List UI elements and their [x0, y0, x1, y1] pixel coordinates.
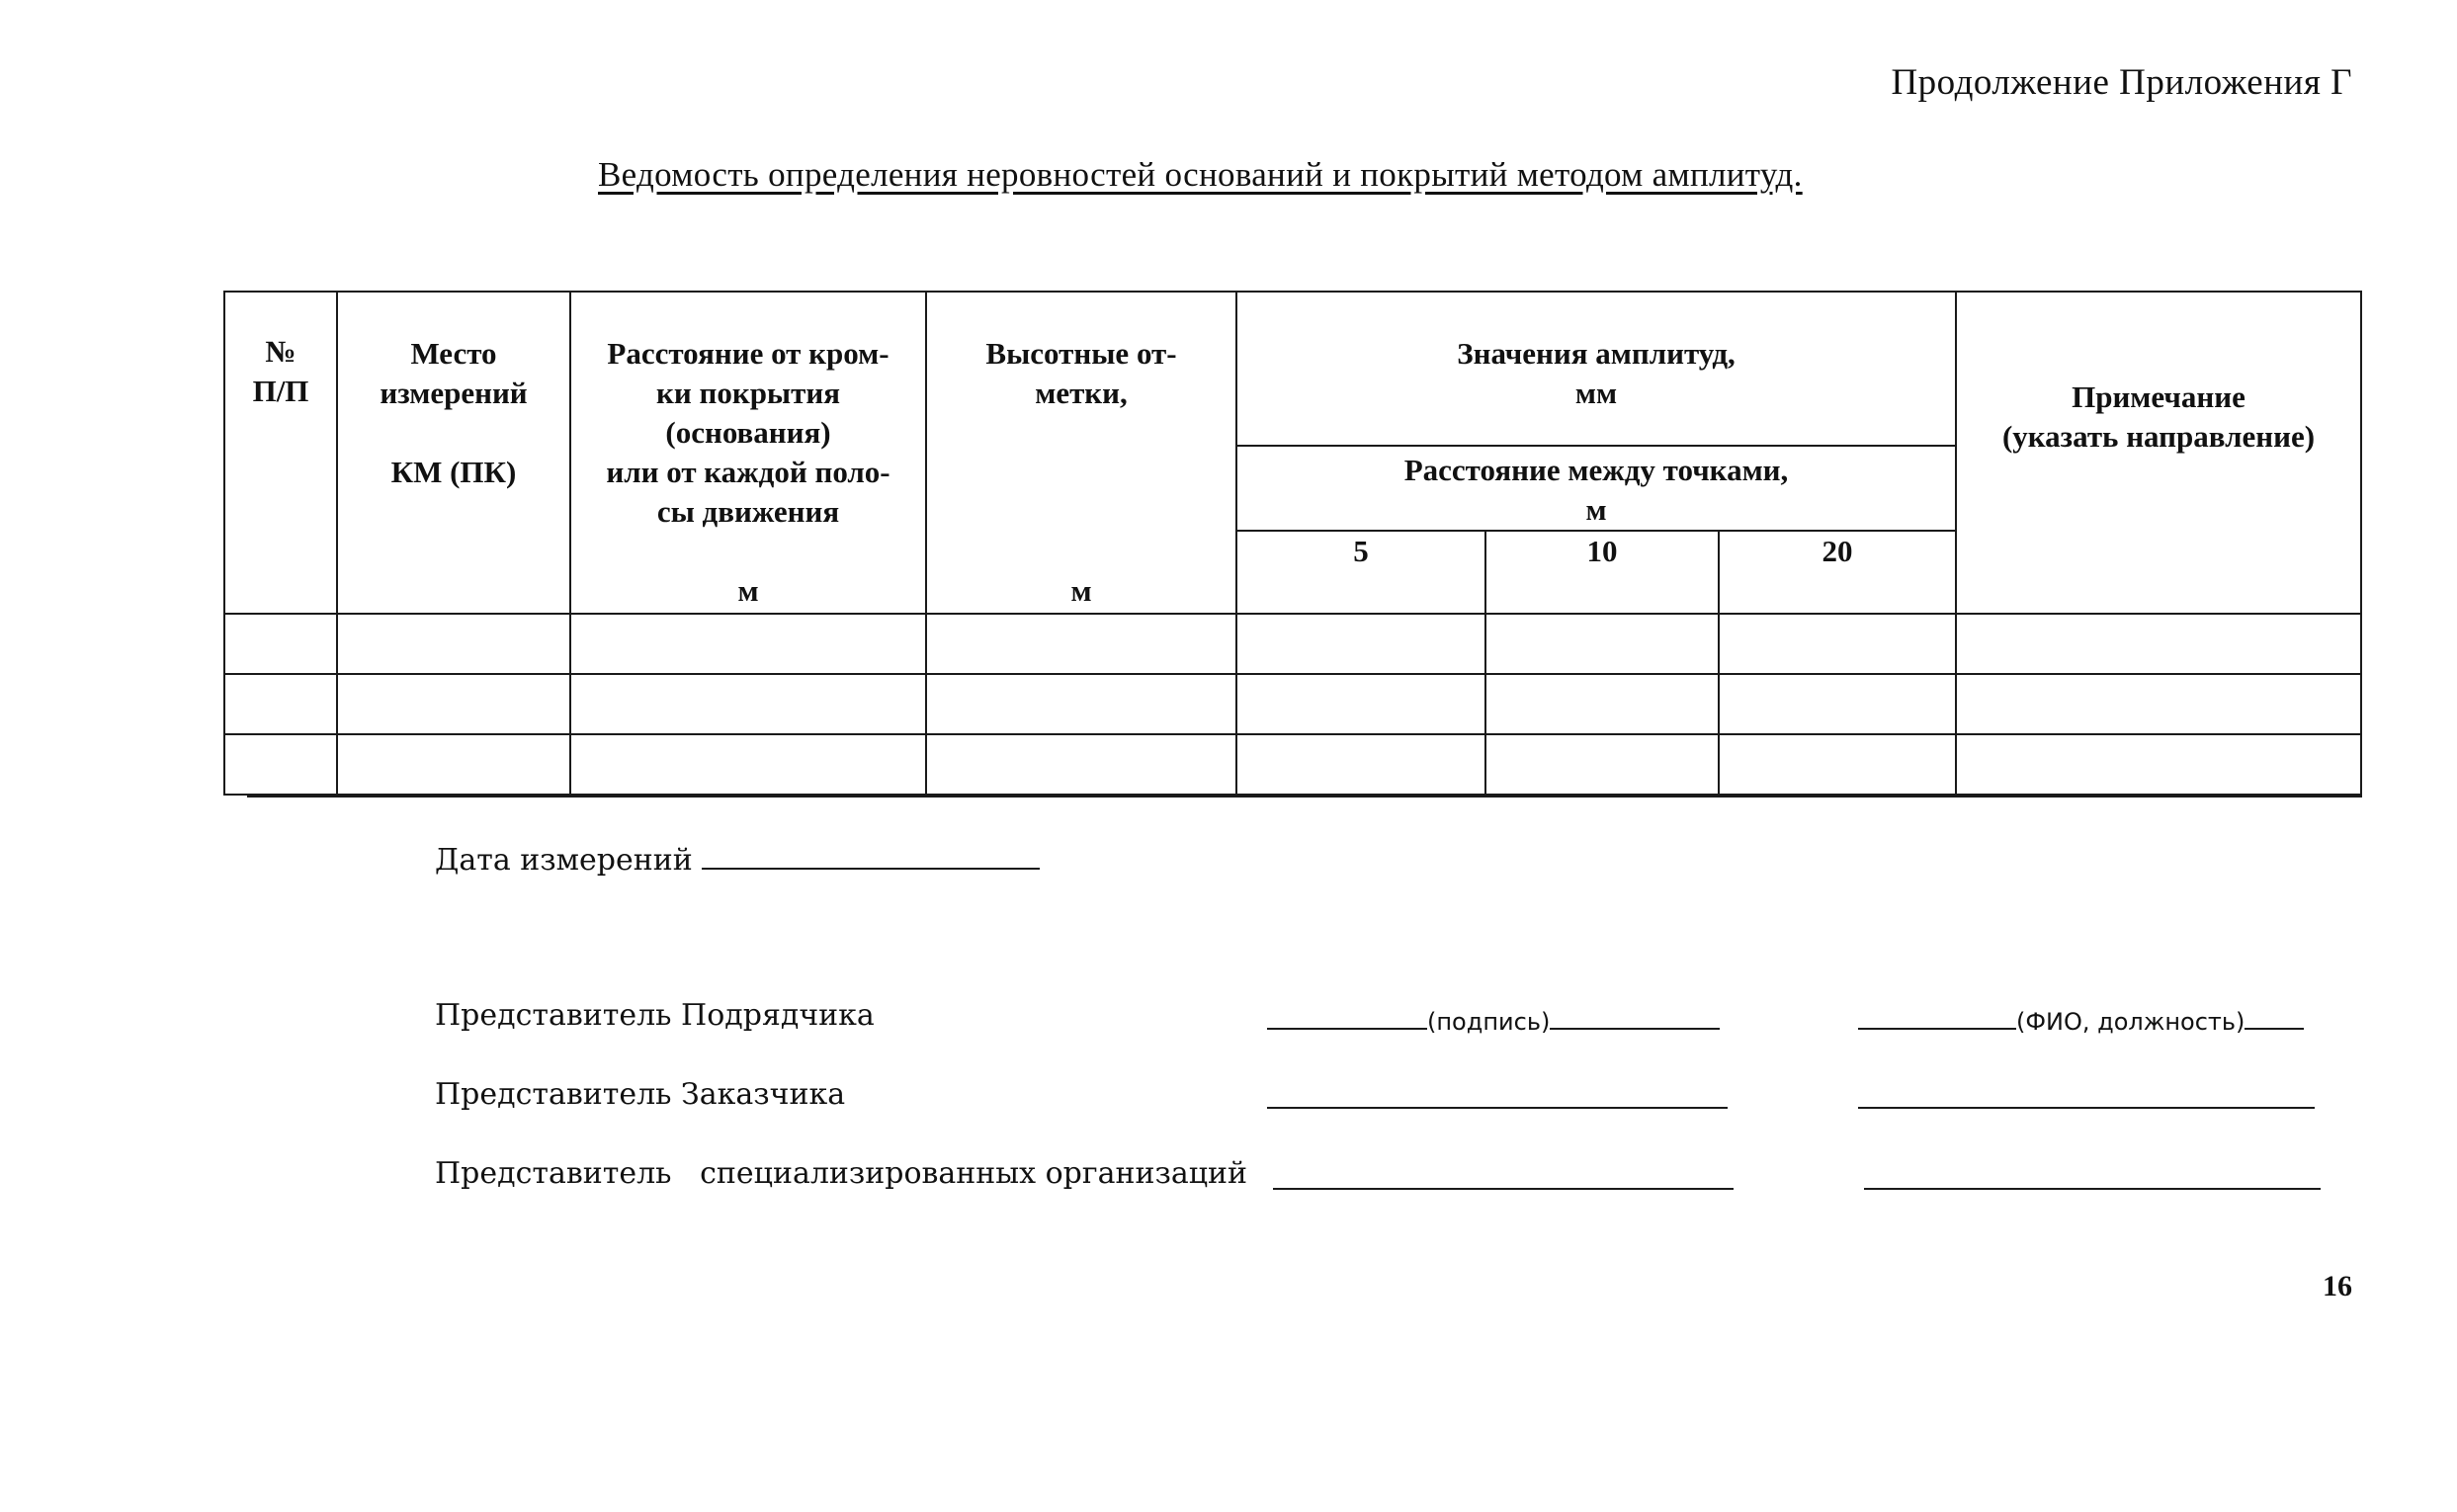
contractor-signature-line-right — [1550, 1004, 1720, 1030]
specialized-org-label: Представитель специализированных организаций — [435, 1156, 1247, 1191]
contractor-name-line-left — [1858, 1004, 2016, 1030]
header-distance-from-edge — [570, 292, 926, 614]
table-cell[interactable] — [1236, 674, 1485, 734]
header-distance-line-2: ки покрытия — [656, 376, 840, 410]
signature-hint: (подпись) — [1427, 1008, 1551, 1036]
table-cell[interactable] — [1719, 614, 1956, 674]
table-cell[interactable] — [1485, 614, 1719, 674]
table-cell[interactable] — [337, 674, 570, 734]
header-amplitude-line-2: мм — [1574, 376, 1618, 410]
contractor-signature[interactable] — [1267, 1004, 1720, 1036]
header-step-10 — [1485, 531, 1719, 614]
table-cell[interactable] — [1719, 674, 1956, 734]
specialized-org-signature-line — [1273, 1164, 1734, 1190]
specialized-org-name-line — [1864, 1164, 2321, 1190]
header-amplitude-values — [1236, 292, 1956, 446]
header-height-line-1: Высотные от- — [985, 336, 1177, 371]
header-height-marks — [926, 292, 1236, 614]
header-distance-line-5: сы движения — [656, 494, 840, 529]
header-distance-line-1: Расстояние от кром- — [607, 336, 890, 371]
date-field — [435, 838, 1040, 878]
measurement-table — [223, 291, 2362, 796]
header-height-line-2: метки, — [1035, 376, 1128, 410]
header-step-5-label: 5 — [1353, 534, 1369, 568]
header-distance-line-4: или от каждой поло- — [606, 455, 890, 489]
date-label: Дата измерений — [435, 843, 693, 878]
header-points-line-2: м — [1585, 492, 1607, 527]
table-cell[interactable] — [224, 674, 337, 734]
header-height-unit: м — [1070, 573, 1092, 608]
specialized-org-name-position[interactable] — [1864, 1164, 2321, 1196]
table-cell[interactable] — [1485, 674, 1719, 734]
table-cell[interactable] — [337, 614, 570, 674]
header-place-km: КМ (ПК) — [390, 455, 517, 489]
table-cell[interactable] — [1485, 734, 1719, 795]
header-place-label: Место измерений — [380, 336, 528, 410]
header-distance-unit: м — [737, 573, 759, 608]
table-cell[interactable] — [224, 734, 337, 795]
table-cell[interactable] — [926, 674, 1236, 734]
table-row — [224, 734, 2361, 795]
table-cell[interactable] — [1956, 734, 2361, 795]
name-position-hint: (ФИО, должность) — [2016, 1008, 2245, 1036]
header-amplitude-line-1: Значения амплитуд, — [1457, 336, 1736, 371]
table-cell[interactable] — [337, 734, 570, 795]
appendix-continuation: Продолжение Приложения Г — [1891, 62, 2352, 103]
header-step-5 — [1236, 531, 1485, 614]
table-cell[interactable] — [1236, 614, 1485, 674]
table-bottom-rule — [247, 796, 2362, 798]
table-cell[interactable] — [1236, 734, 1485, 795]
table-cell[interactable] — [224, 614, 337, 674]
customer-name-line — [1858, 1083, 2315, 1109]
header-step-20-label: 20 — [1822, 534, 1853, 568]
header-points-line-1: Расстояние между точками, — [1403, 453, 1789, 487]
table-cell[interactable] — [1719, 734, 1956, 795]
customer-name-position[interactable] — [1858, 1083, 2315, 1115]
specialized-org-signature[interactable] — [1273, 1164, 1734, 1196]
table-row — [224, 614, 2361, 674]
header-step-10-label: 10 — [1586, 534, 1618, 568]
table-row — [224, 674, 2361, 734]
customer-signature[interactable] — [1267, 1083, 1728, 1115]
header-note-line-2: (указать направление) — [2001, 419, 2316, 454]
contractor-label: Представитель Подрядчика — [435, 998, 875, 1033]
header-number — [224, 292, 337, 614]
header-distance-between-points — [1236, 446, 1956, 531]
customer-label: Представитель Заказчика — [435, 1077, 846, 1112]
table-cell[interactable] — [926, 614, 1236, 674]
header-place — [337, 292, 570, 614]
page-number: 16 — [2323, 1270, 2352, 1302]
contractor-name-position[interactable] — [1858, 1004, 2304, 1036]
table-cell[interactable] — [570, 614, 926, 674]
table-cell[interactable] — [570, 734, 926, 795]
table-cell[interactable] — [1956, 614, 2361, 674]
contractor-name-line-right — [2245, 1004, 2304, 1030]
table-cell[interactable] — [1956, 674, 2361, 734]
date-input-line[interactable] — [702, 838, 1040, 870]
header-step-20 — [1719, 531, 1956, 614]
table-cell[interactable] — [926, 734, 1236, 795]
document-title: Ведомость определения неровностей оснований и покрытий методом амплитуд. — [598, 155, 1803, 194]
contractor-signature-line-left — [1267, 1004, 1427, 1030]
customer-signature-line — [1267, 1083, 1728, 1109]
header-note — [1956, 292, 2361, 614]
header-note-line-1: Примечание — [2072, 379, 2245, 414]
table-cell[interactable] — [570, 674, 926, 734]
header-number-label: № П/П — [252, 334, 309, 408]
header-distance-line-3: (основания) — [665, 415, 831, 450]
